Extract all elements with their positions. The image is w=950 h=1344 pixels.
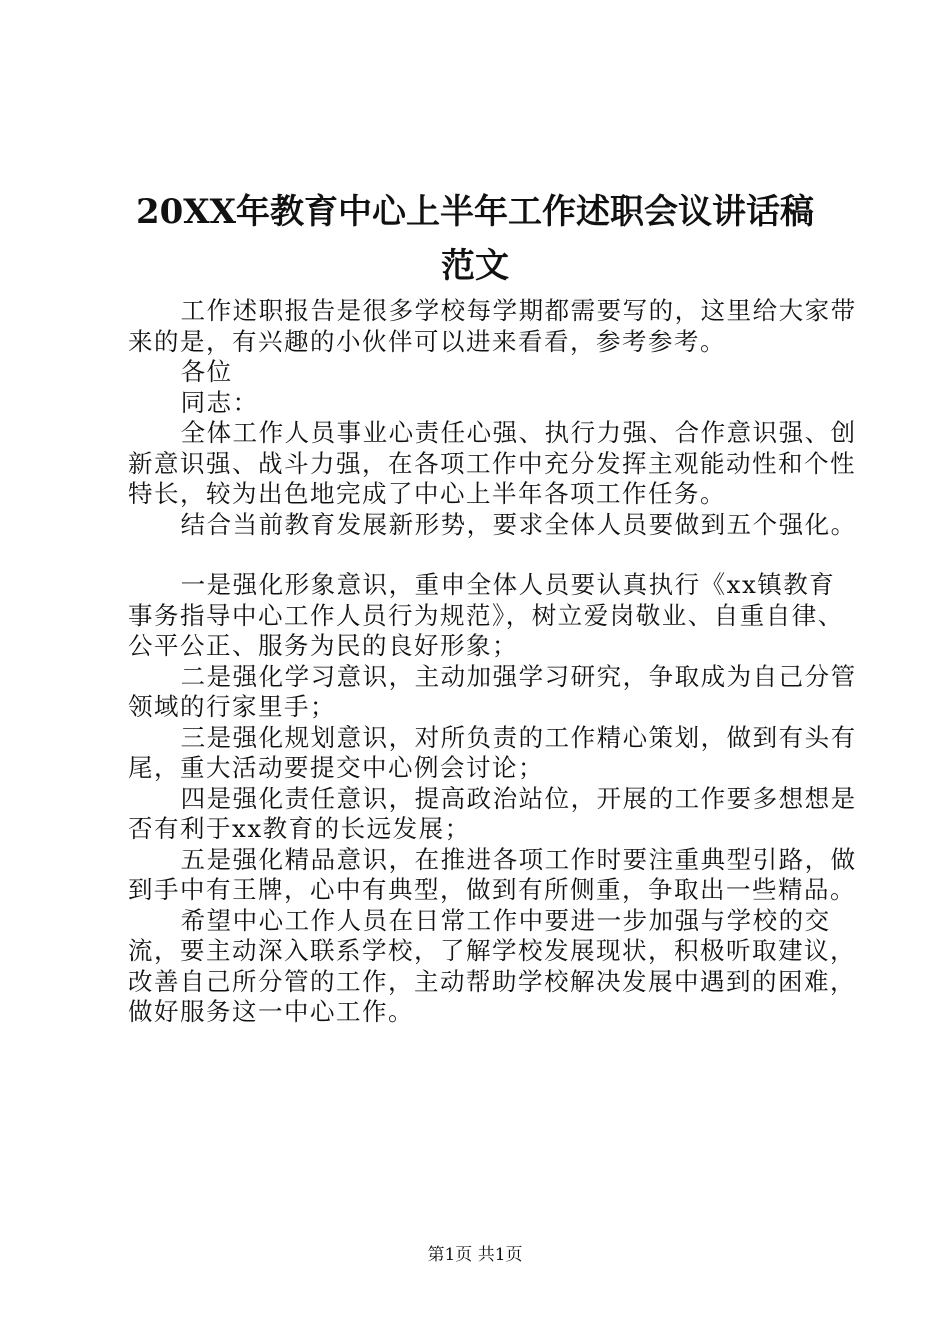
paragraph-salutation: 各位 — [180, 357, 233, 386]
page-footer: 第1页 共1页 — [427, 1245, 523, 1265]
document-title-line-1: 20XX年教育中心上半年工作述职会议讲话稿 — [135, 192, 815, 232]
document-body — [128, 296, 858, 1028]
paragraph-requirement: 结合当前教育发展新形势，要求全体人员要做到五个强化。 — [180, 509, 857, 539]
paragraph-point-2: 二是强化学习意识，主动加强学习研究，争取成为自己分管领域的行家里手； — [128, 661, 857, 721]
paragraph-point-4: 四是强化责任意识，提高政治站位，开展的工作要多想想是否有利于xx教育的长远发展； — [128, 783, 857, 843]
paragraph-intro: 工作述职报告是很多学校每学期都需要写的，这里给大家带来的是，有兴趣的小伙伴可以进来看看，参考参考。 — [128, 296, 857, 356]
paragraph-salutation-2: 同志： — [180, 387, 259, 417]
paragraph-summary: 全体工作人员事业心责任心强、执行力强、合作意识强、创新意识强、战斗力强，在各项工作中充分发挥主观能动性和个性特长，较为出色地完成了中心上半年各项工作任务。 — [128, 418, 857, 508]
paragraph-point-1: 一是强化形象意识，重申全体人员要认真执行《xx镇教育事务指导中心工作人员行为规范》，树立爱岗敬业、自重自律、公平公正、服务为民的良好形象； — [128, 570, 844, 660]
document-title-line-2: 范文 — [441, 246, 509, 286]
paragraph-point-5: 五是强化精品意识，在推进各项工作时要注重典型引路，做到手中有王牌，心中有典型，做到有所侧重，争取出一些精品。 — [128, 844, 857, 904]
paragraph-point-3: 三是强化规划意识，对所负责的工作精心策划，做到有头有尾，重大活动要提交中心例会讨论； — [128, 722, 857, 782]
paragraph-closing: 希望中心工作人员在日常工作中要进一步加强与学校的交流，要主动深入联系学校，了解学校发展现状，积极听取建议，改善自己所分管的工作，主动帮助学校解决发展中遇到的困难，做好服务这一中心工作。 — [128, 905, 856, 1026]
